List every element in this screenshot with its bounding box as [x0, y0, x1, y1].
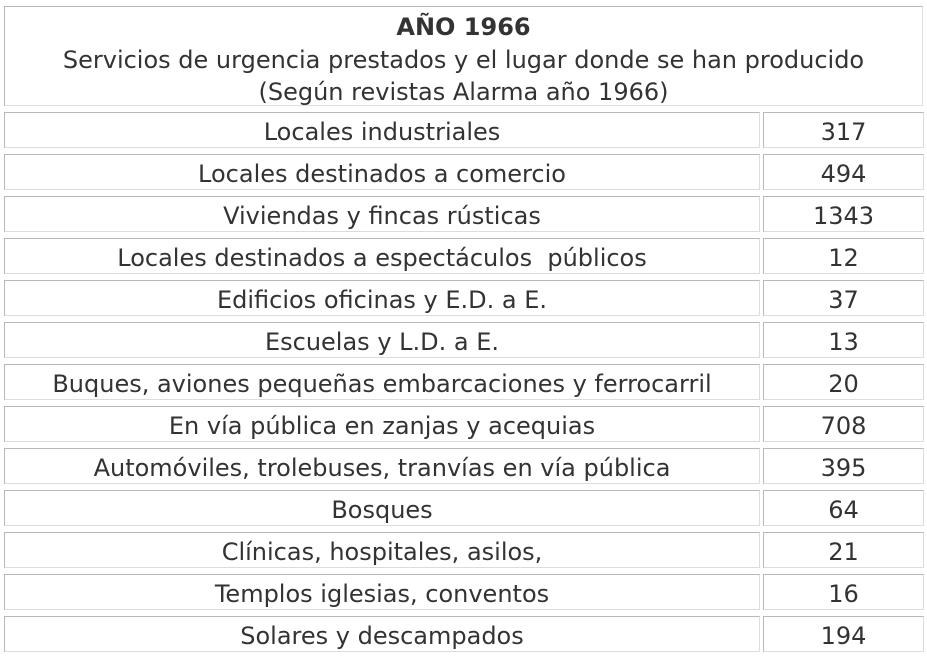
table-row [4, 112, 924, 148]
table-body [4, 112, 924, 658]
row-label: Templos iglesias, conventos [4, 574, 760, 610]
table-row [4, 574, 924, 610]
row-label: Clínicas, hospitales, asilos, [4, 532, 760, 568]
table-row [4, 490, 924, 526]
table-row [4, 406, 924, 442]
table-row [4, 616, 924, 652]
row-value: 21 [763, 532, 924, 568]
table-row [4, 154, 924, 190]
row-value: 395 [763, 448, 924, 484]
row-value: 64 [763, 490, 924, 526]
table-row [4, 196, 924, 232]
table-row [4, 280, 924, 316]
row-value: 20 [763, 364, 924, 400]
row-label: Edificios oficinas y E.D. a E. [4, 280, 760, 316]
row-value: 708 [763, 406, 924, 442]
row-label: Locales industriales [4, 112, 760, 148]
row-label: Automóviles, trolebuses, tranvías en vía pública [4, 448, 760, 484]
table-row [4, 532, 924, 568]
row-value: 194 [763, 616, 924, 652]
table-row [4, 238, 924, 274]
row-label: Escuelas y L.D. a E. [4, 322, 760, 358]
row-label: Viviendas y fincas rústicas [4, 196, 760, 232]
row-value: 1343 [763, 196, 924, 232]
row-label: Locales destinados a espectáculos públicos [4, 238, 760, 274]
row-value: 317 [763, 112, 924, 148]
row-value: 12 [763, 238, 924, 274]
table-row [4, 364, 924, 400]
table-source-note: (Según revistas Alarma año 1966) [258, 78, 669, 106]
row-label: Bosques [4, 490, 760, 526]
row-label: En vía pública en zanjas y acequias [4, 406, 760, 442]
table-header [4, 6, 923, 106]
table-title: AÑO 1966 [396, 13, 531, 41]
table-subtitle: Servicios de urgencia prestados y el lugar donde se han producido [62, 46, 865, 74]
row-value: 494 [763, 154, 924, 190]
row-value: 37 [763, 280, 924, 316]
row-label: Locales destinados a comercio [4, 154, 760, 190]
row-label: Solares y descampados [4, 616, 760, 652]
row-label: Buques, aviones pequeñas embarcaciones y ferrocarril [4, 364, 760, 400]
row-value: 13 [763, 322, 924, 358]
row-value: 16 [763, 574, 924, 610]
table-row [4, 448, 924, 484]
table-row [4, 322, 924, 358]
